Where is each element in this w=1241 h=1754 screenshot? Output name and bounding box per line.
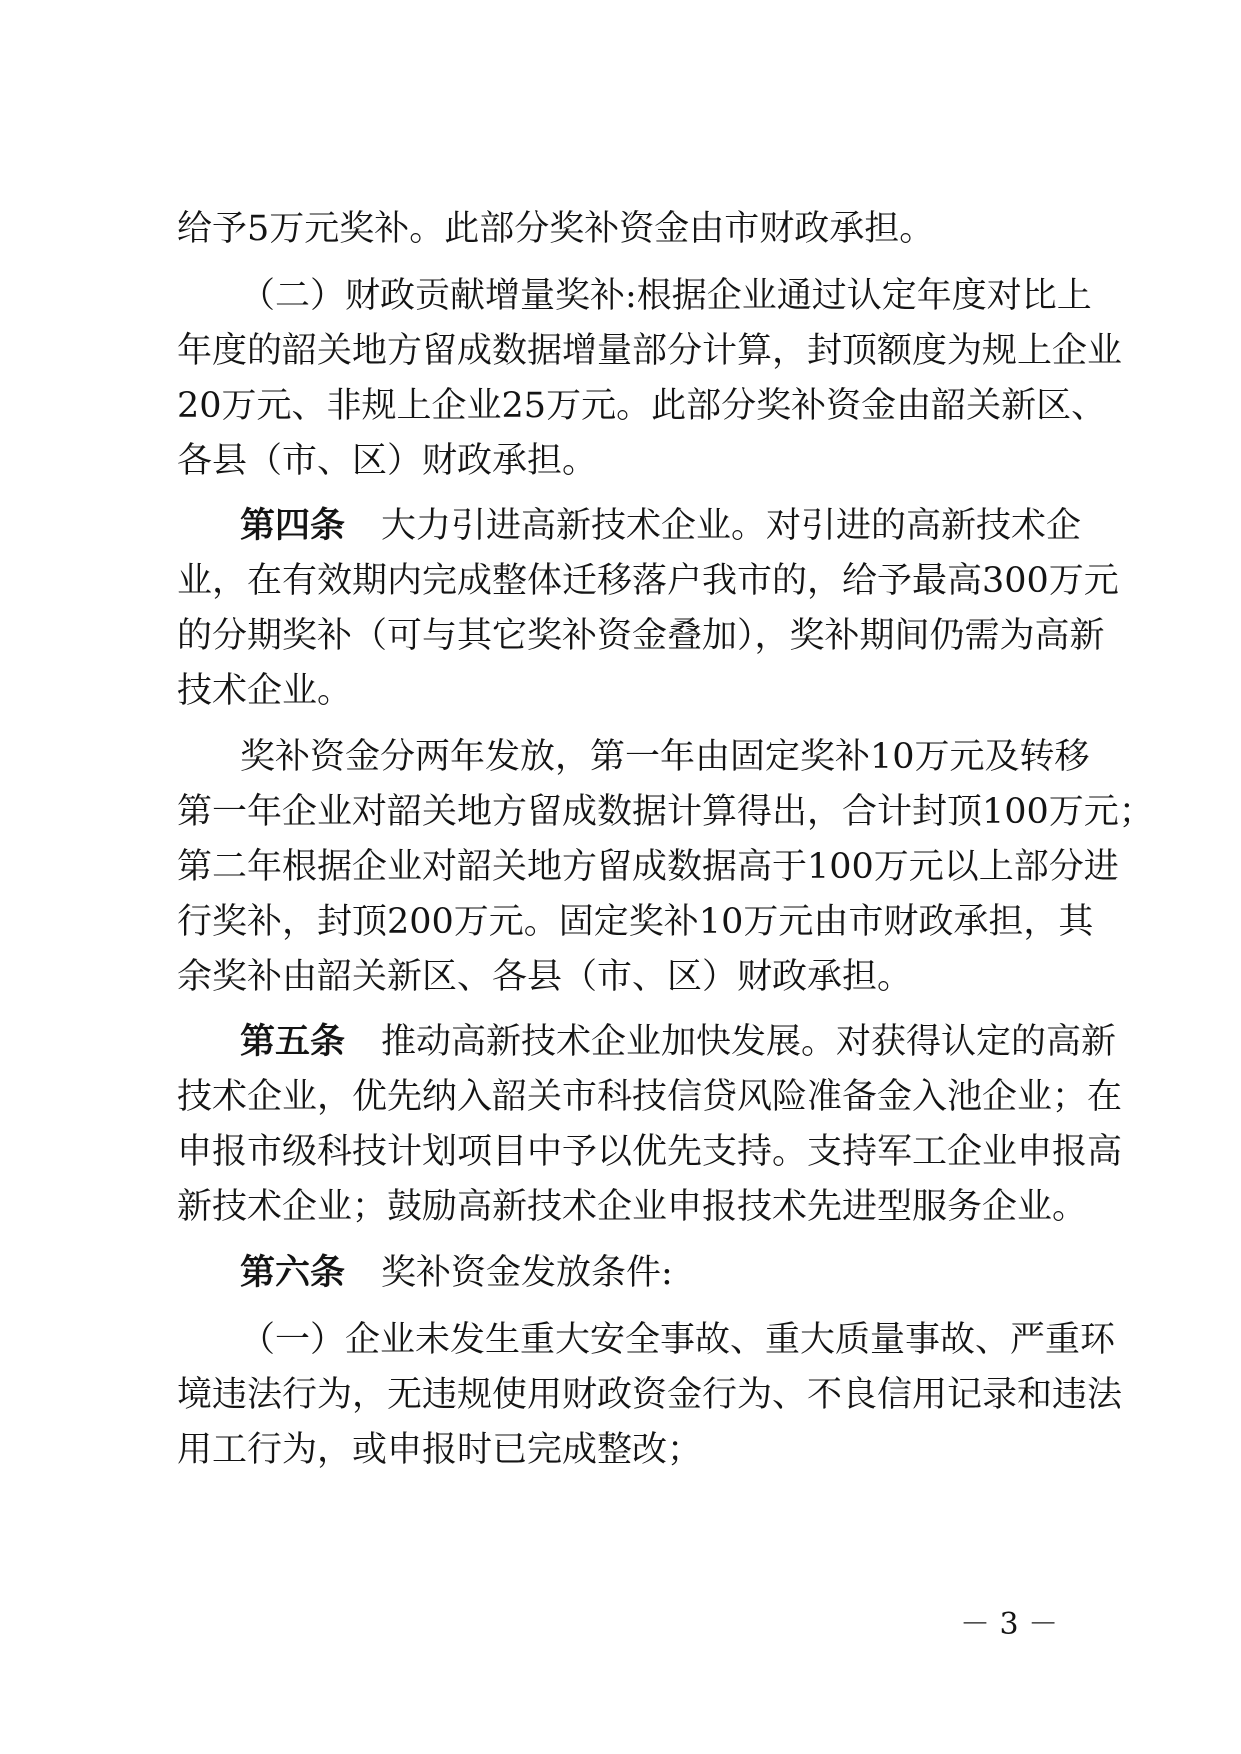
paragraph-line: （二）财政贡献增量奖补:根据企业通过认定年度对比上 xyxy=(240,276,1092,316)
paragraph-line: 奖补资金分两年发放，第一年由固定奖补10万元及转移 xyxy=(240,737,1090,777)
paragraph-line: 境违法行为，无违规使用财政资金行为、不良信用记录和违法 xyxy=(177,1375,1123,1415)
article-line xyxy=(240,1243,1065,1303)
paragraph-line: 申报市级科技计划项目中予以优先支持。支持军工企业申报高 xyxy=(177,1132,1123,1172)
paragraph-line: 技术企业，优先纳入韶关市科技信贷风险准备金入池企业；在 xyxy=(177,1077,1123,1117)
paragraph-line: 第一年企业对韶关地方留成数据计算得出，合计封顶100万元； xyxy=(177,792,1154,832)
paragraph-line: 业，在有效期内完成整体迁移落户我市的，给予最高300万元 xyxy=(177,561,1119,601)
page-number: － 3 － xyxy=(960,1607,1059,1642)
paragraph-line: 的分期奖补（可与其它奖补资金叠加），奖补期间仍需为高新 xyxy=(177,616,1105,656)
paragraph-line: （一）企业未发生重大安全事故、重大质量事故、严重环 xyxy=(240,1320,1116,1360)
paragraph-line: 行奖补，封顶200万元。固定奖补10万元由市财政承担，其 xyxy=(177,902,1094,942)
article-text: 推动高新技术企业加快发展。对获得认定的高新 xyxy=(381,1022,1117,1062)
paragraph-line: 用工行为，或申报时已完成整改； xyxy=(177,1430,703,1470)
paragraph-line: 技术企业。 xyxy=(177,671,353,711)
paragraph-line: 20万元、非规上企业25万元。此部分奖补资金由韶关新区、 xyxy=(177,386,1107,426)
paragraph-line: 新技术企业；鼓励高新技术企业申报技术先进型服务企业。 xyxy=(177,1187,1088,1227)
paragraph-line: 余奖补由韶关新区、各县（市、区）财政承担。 xyxy=(177,957,913,997)
paragraph-line: 各县（市、区）财政承担。 xyxy=(177,441,598,481)
article-text: 大力引进高新技术企业。对引进的高新技术企 xyxy=(381,506,1082,546)
paragraph-line: 给予5万元奖补。此部分奖补资金由市财政承担。 xyxy=(177,209,935,249)
article-text: 奖补资金发放条件: xyxy=(381,1253,673,1293)
article-line xyxy=(240,1012,1117,1072)
article-heading: 第五条 xyxy=(240,1021,346,1062)
article-line xyxy=(240,496,1082,556)
article-heading: 第六条 xyxy=(240,1252,346,1293)
article-heading: 第四条 xyxy=(240,505,346,546)
paragraph-line: 第二年根据企业对韶关地方留成数据高于100万元以上部分进 xyxy=(177,847,1119,887)
paragraph-line: 年度的韶关地方留成数据增量部分计算，封顶额度为规上企业 xyxy=(177,331,1123,371)
